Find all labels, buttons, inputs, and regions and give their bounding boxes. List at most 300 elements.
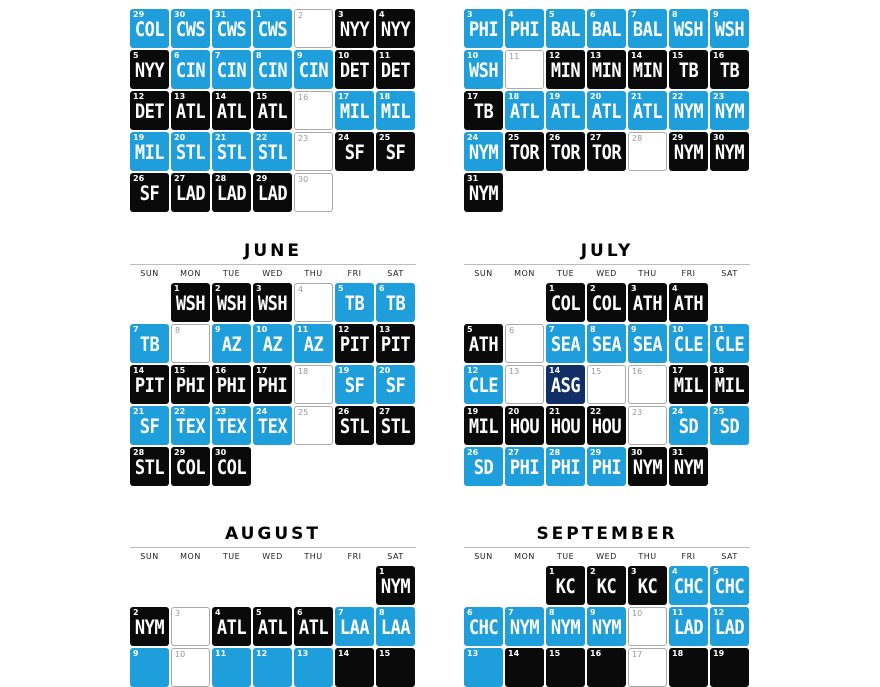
away-game-cell[interactable] xyxy=(669,132,708,171)
day-number: 19 xyxy=(467,407,479,416)
home-game-cell[interactable] xyxy=(253,324,292,363)
opponent-abbreviation: WSH xyxy=(468,59,499,83)
away-game-cell[interactable] xyxy=(546,50,585,89)
away-game-cell[interactable] xyxy=(253,365,292,404)
opponent-abbreviation: STL xyxy=(216,141,247,165)
day-number: 6 xyxy=(174,51,180,60)
home-game-cell[interactable] xyxy=(294,324,333,363)
day-number: 3 xyxy=(256,284,262,293)
day-number: 24 xyxy=(672,407,684,416)
opponent-abbreviation: SF xyxy=(139,182,160,206)
home-game-cell[interactable] xyxy=(710,91,749,130)
weekday-label: FRI xyxy=(681,269,696,278)
away-game-cell[interactable] xyxy=(628,566,667,605)
opponent-abbreviation: WSH xyxy=(714,18,745,42)
day-number: 17 xyxy=(672,366,684,375)
opponent-abbreviation: CIN xyxy=(298,59,329,83)
home-game-cell[interactable] xyxy=(546,447,585,486)
day-number: 12 xyxy=(133,92,145,101)
off-day-cell xyxy=(628,607,667,646)
away-game-cell[interactable] xyxy=(212,173,251,212)
opponent-abbreviation: STL xyxy=(380,415,411,439)
month-title: AUGUST xyxy=(224,524,322,544)
opponent-abbreviation: NYM xyxy=(673,456,704,480)
opponent-abbreviation: SF xyxy=(385,141,406,165)
away-game-cell[interactable] xyxy=(628,50,667,89)
opponent-abbreviation: TOR xyxy=(509,141,540,165)
away-game-cell[interactable] xyxy=(587,132,626,171)
opponent-abbreviation: PHI xyxy=(257,374,288,398)
away-game-cell[interactable] xyxy=(546,406,585,445)
home-game-cell[interactable] xyxy=(464,365,503,404)
home-game-cell[interactable] xyxy=(212,9,251,48)
day-number: 20 xyxy=(590,92,602,101)
opponent-abbreviation: ATL xyxy=(175,100,206,124)
home-game-cell[interactable] xyxy=(212,132,251,171)
home-game-cell[interactable] xyxy=(587,9,626,48)
opponent-abbreviation: SEA xyxy=(591,333,622,357)
off-day-cell xyxy=(628,648,667,687)
day-number: 7 xyxy=(631,10,637,19)
away-game-cell[interactable] xyxy=(376,50,415,89)
opponent-abbreviation: NYM xyxy=(380,575,411,599)
home-game-cell[interactable] xyxy=(669,406,708,445)
weekday-label: TUE xyxy=(556,552,575,561)
opponent-abbreviation: ATL xyxy=(509,100,540,124)
day-number: 16 xyxy=(713,51,725,60)
day-number: 1 xyxy=(174,284,180,293)
day-number: 28 xyxy=(215,174,227,183)
away-game-cell[interactable] xyxy=(546,566,585,605)
opponent-abbreviation: SEA xyxy=(632,333,663,357)
home-game-cell[interactable] xyxy=(669,324,708,363)
day-number: 25 xyxy=(713,407,725,416)
off-day-cell xyxy=(294,173,333,212)
day-number: 19 xyxy=(549,92,561,101)
home-game-cell[interactable] xyxy=(587,607,626,646)
weekday-label: WED xyxy=(262,269,283,278)
away-game-cell[interactable] xyxy=(212,607,251,646)
home-game-cell[interactable] xyxy=(710,9,749,48)
away-game-cell[interactable] xyxy=(171,91,210,130)
away-game-cell[interactable] xyxy=(710,132,749,171)
opponent-abbreviation: TB xyxy=(385,292,406,316)
day-number: 4 xyxy=(215,608,221,617)
away-game-cell[interactable] xyxy=(294,607,333,646)
opponent-abbreviation: SD xyxy=(719,415,740,439)
opponent-abbreviation: CWS xyxy=(175,18,206,42)
opponent-abbreviation: SEA xyxy=(550,333,581,357)
opponent-abbreviation: KC xyxy=(637,575,658,599)
divider xyxy=(464,547,750,548)
home-game-cell[interactable] xyxy=(253,132,292,171)
day-number: 26 xyxy=(338,407,350,416)
day-number: 23 xyxy=(298,134,309,143)
day-number: 16 xyxy=(215,366,227,375)
day-number: 15 xyxy=(174,366,186,375)
away-game-cell[interactable] xyxy=(130,607,169,646)
day-number: 6 xyxy=(467,608,473,617)
opponent-abbreviation: STL xyxy=(339,415,370,439)
away-game-cell[interactable] xyxy=(669,365,708,404)
day-number: 1 xyxy=(549,284,555,293)
away-game-cell[interactable] xyxy=(669,283,708,322)
opponent-abbreviation: ATL xyxy=(298,616,329,640)
home-game-cell[interactable] xyxy=(212,406,251,445)
away-game-cell[interactable] xyxy=(464,406,503,445)
weekday-label: SAT xyxy=(721,269,738,278)
home-game-cell[interactable] xyxy=(464,132,503,171)
home-game-cell[interactable] xyxy=(253,406,292,445)
day-number: 9 xyxy=(590,608,596,617)
day-number: 15 xyxy=(379,649,391,658)
day-number: 10 xyxy=(175,650,186,659)
day-number: 14 xyxy=(215,92,227,101)
home-game-cell[interactable] xyxy=(335,283,374,322)
opponent-abbreviation: CHC xyxy=(714,575,745,599)
away-game-cell[interactable] xyxy=(546,648,585,687)
home-game-cell[interactable] xyxy=(294,50,333,89)
away-game-cell[interactable] xyxy=(335,648,374,687)
away-game-cell[interactable] xyxy=(335,132,374,171)
home-game-cell[interactable] xyxy=(335,365,374,404)
home-game-cell[interactable] xyxy=(546,9,585,48)
home-game-cell[interactable] xyxy=(546,607,585,646)
opponent-abbreviation: LAD xyxy=(714,616,745,640)
opponent-abbreviation: MIL xyxy=(673,374,704,398)
home-game-cell[interactable] xyxy=(335,607,374,646)
home-game-cell[interactable] xyxy=(546,324,585,363)
away-game-cell[interactable] xyxy=(464,324,503,363)
day-number: 3 xyxy=(175,609,181,618)
away-game-cell[interactable] xyxy=(587,50,626,89)
away-game-cell[interactable] xyxy=(171,447,210,486)
away-game-cell[interactable] xyxy=(130,173,169,212)
away-game-cell[interactable] xyxy=(587,648,626,687)
away-game-cell[interactable] xyxy=(464,91,503,130)
home-game-cell[interactable] xyxy=(505,607,544,646)
day-number: 23 xyxy=(632,408,643,417)
day-number: 20 xyxy=(379,366,391,375)
day-number: 17 xyxy=(256,366,268,375)
home-game-cell[interactable] xyxy=(587,91,626,130)
home-game-cell[interactable] xyxy=(505,9,544,48)
away-game-cell[interactable] xyxy=(628,283,667,322)
day-number: 8 xyxy=(256,51,262,60)
away-game-cell[interactable] xyxy=(376,9,415,48)
weekday-label: SUN xyxy=(140,269,159,278)
home-game-cell[interactable] xyxy=(464,9,503,48)
day-number: 3 xyxy=(338,10,344,19)
day-number: 21 xyxy=(549,407,561,416)
opponent-abbreviation: ATH xyxy=(468,333,499,357)
day-number: 30 xyxy=(298,175,309,184)
away-game-cell[interactable] xyxy=(171,365,210,404)
day-number: 12 xyxy=(256,649,268,658)
home-game-cell[interactable] xyxy=(376,607,415,646)
day-number: 9 xyxy=(631,325,637,334)
home-game-cell[interactable] xyxy=(546,91,585,130)
opponent-abbreviation: PHI xyxy=(216,374,247,398)
weekday-label: MON xyxy=(180,269,201,278)
away-game-cell[interactable] xyxy=(505,132,544,171)
away-game-cell[interactable] xyxy=(505,406,544,445)
day-number: 14 xyxy=(549,366,561,375)
day-number: 12 xyxy=(467,366,479,375)
home-game-cell[interactable] xyxy=(212,50,251,89)
home-game-cell[interactable] xyxy=(628,324,667,363)
opponent-abbreviation: CHC xyxy=(468,616,499,640)
weekday-label: THU xyxy=(638,552,657,561)
opponent-abbreviation: AZ xyxy=(303,333,324,357)
away-game-cell[interactable] xyxy=(669,50,708,89)
home-game-cell[interactable] xyxy=(335,91,374,130)
away-game-cell[interactable] xyxy=(546,132,585,171)
away-game-cell[interactable] xyxy=(376,132,415,171)
opponent-abbreviation: NYM xyxy=(550,616,581,640)
day-number: 6 xyxy=(379,284,385,293)
away-game-cell[interactable] xyxy=(546,283,585,322)
opponent-abbreviation: MIL xyxy=(380,100,411,124)
opponent-abbreviation: TOR xyxy=(550,141,581,165)
day-number: 17 xyxy=(632,650,643,659)
away-game-cell[interactable] xyxy=(376,648,415,687)
opponent-abbreviation: HOU xyxy=(509,415,540,439)
opponent-abbreviation: ATH xyxy=(632,292,663,316)
day-number: 4 xyxy=(379,10,385,19)
opponent-abbreviation: PHI xyxy=(591,456,622,480)
away-game-cell[interactable] xyxy=(628,447,667,486)
away-game-cell[interactable] xyxy=(253,173,292,212)
opponent-abbreviation: CLE xyxy=(714,333,745,357)
home-game-cell[interactable] xyxy=(710,406,749,445)
day-number: 14 xyxy=(631,51,643,60)
off-day-cell xyxy=(294,283,333,322)
away-game-cell[interactable] xyxy=(130,50,169,89)
home-game-cell[interactable] xyxy=(294,648,333,687)
opponent-abbreviation: STL xyxy=(134,456,165,480)
all-star-game-cell[interactable] xyxy=(546,365,585,404)
away-game-cell[interactable] xyxy=(376,406,415,445)
home-game-cell[interactable] xyxy=(628,91,667,130)
day-number: 4 xyxy=(508,10,514,19)
weekday-label: THU xyxy=(304,552,323,561)
weekday-label: FRI xyxy=(681,552,696,561)
opponent-abbreviation: SD xyxy=(678,415,699,439)
day-number: 8 xyxy=(379,608,385,617)
divider xyxy=(464,264,750,265)
opponent-abbreviation: NYM xyxy=(673,141,704,165)
opponent-abbreviation: ATL xyxy=(257,100,288,124)
away-game-cell[interactable] xyxy=(212,91,251,130)
day-number: 9 xyxy=(215,325,221,334)
away-game-cell[interactable] xyxy=(505,648,544,687)
opponent-abbreviation: BAL xyxy=(550,18,581,42)
home-game-cell[interactable] xyxy=(130,132,169,171)
opponent-abbreviation: TEX xyxy=(216,415,247,439)
day-number: 11 xyxy=(297,325,309,334)
home-game-cell[interactable] xyxy=(376,91,415,130)
off-day-cell xyxy=(628,132,667,171)
opponent-abbreviation: MIN xyxy=(591,59,622,83)
away-game-cell[interactable] xyxy=(587,566,626,605)
day-number: 30 xyxy=(631,448,643,457)
off-day-cell xyxy=(294,406,333,445)
day-number: 28 xyxy=(133,448,145,457)
home-game-cell[interactable] xyxy=(628,9,667,48)
away-game-cell[interactable] xyxy=(710,648,749,687)
away-game-cell[interactable] xyxy=(212,447,251,486)
home-game-cell[interactable] xyxy=(171,406,210,445)
weekday-label: FRI xyxy=(347,269,362,278)
away-game-cell[interactable] xyxy=(335,50,374,89)
opponent-abbreviation: STL xyxy=(257,141,288,165)
opponent-abbreviation: ASG xyxy=(550,374,581,398)
opponent-abbreviation: LAD xyxy=(216,182,247,206)
away-game-cell[interactable] xyxy=(669,648,708,687)
away-game-cell[interactable] xyxy=(253,91,292,130)
opponent-abbreviation: PHI xyxy=(509,456,540,480)
day-number: 16 xyxy=(590,649,602,658)
home-game-cell[interactable] xyxy=(587,324,626,363)
day-number: 17 xyxy=(338,92,350,101)
day-number: 31 xyxy=(672,448,684,457)
day-number: 25 xyxy=(298,408,309,417)
day-number: 9 xyxy=(713,10,719,19)
home-game-cell[interactable] xyxy=(253,9,292,48)
home-game-cell[interactable] xyxy=(464,648,503,687)
away-game-cell[interactable] xyxy=(212,283,251,322)
opponent-abbreviation: COL xyxy=(591,292,622,316)
day-number: 16 xyxy=(632,367,643,376)
away-game-cell[interactable] xyxy=(171,283,210,322)
opponent-abbreviation: PIT xyxy=(380,333,411,357)
home-game-cell[interactable] xyxy=(464,50,503,89)
home-game-cell[interactable] xyxy=(376,283,415,322)
day-number: 19 xyxy=(133,133,145,142)
away-game-cell[interactable] xyxy=(335,406,374,445)
home-game-cell[interactable] xyxy=(505,447,544,486)
away-game-cell[interactable] xyxy=(171,173,210,212)
home-game-cell[interactable] xyxy=(130,406,169,445)
opponent-abbreviation: NYY xyxy=(134,59,165,83)
day-number: 5 xyxy=(256,608,262,617)
off-day-cell xyxy=(294,9,333,48)
opponent-abbreviation: KC xyxy=(555,575,576,599)
opponent-abbreviation: MIN xyxy=(550,59,581,83)
opponent-abbreviation: COL xyxy=(550,292,581,316)
home-game-cell[interactable] xyxy=(130,324,169,363)
weekday-label: SUN xyxy=(474,269,493,278)
off-day-cell xyxy=(505,324,544,363)
away-game-cell[interactable] xyxy=(335,324,374,363)
day-number: 6 xyxy=(509,326,515,335)
away-game-cell[interactable] xyxy=(710,50,749,89)
off-day-cell xyxy=(294,132,333,171)
day-number: 5 xyxy=(133,51,139,60)
home-game-cell[interactable] xyxy=(587,447,626,486)
opponent-abbreviation: NYM xyxy=(468,141,499,165)
away-game-cell[interactable] xyxy=(587,406,626,445)
away-game-cell[interactable] xyxy=(335,9,374,48)
day-number: 13 xyxy=(297,649,309,658)
home-game-cell[interactable] xyxy=(710,566,749,605)
opponent-abbreviation: WSH xyxy=(216,292,247,316)
away-game-cell[interactable] xyxy=(669,447,708,486)
home-game-cell[interactable] xyxy=(171,132,210,171)
day-number: 10 xyxy=(467,51,479,60)
day-number: 8 xyxy=(590,325,596,334)
home-game-cell[interactable] xyxy=(130,9,169,48)
away-game-cell[interactable] xyxy=(710,365,749,404)
home-game-cell[interactable] xyxy=(669,91,708,130)
away-game-cell[interactable] xyxy=(587,283,626,322)
opponent-abbreviation: NYY xyxy=(380,18,411,42)
home-game-cell[interactable] xyxy=(376,365,415,404)
day-number: 29 xyxy=(256,174,268,183)
away-game-cell[interactable] xyxy=(376,324,415,363)
weekday-label: THU xyxy=(638,269,657,278)
home-game-cell[interactable] xyxy=(669,9,708,48)
home-game-cell[interactable] xyxy=(464,447,503,486)
weekday-label: MON xyxy=(180,552,201,561)
home-game-cell[interactable] xyxy=(253,648,292,687)
day-number: 10 xyxy=(672,325,684,334)
opponent-abbreviation: MIL xyxy=(134,141,165,165)
away-game-cell[interactable] xyxy=(130,447,169,486)
home-game-cell[interactable] xyxy=(710,324,749,363)
home-game-cell[interactable] xyxy=(253,50,292,89)
opponent-abbreviation: SF xyxy=(385,374,406,398)
day-number: 18 xyxy=(508,92,520,101)
opponent-abbreviation: CLE xyxy=(673,333,704,357)
home-game-cell[interactable] xyxy=(710,607,749,646)
home-game-cell[interactable] xyxy=(669,607,708,646)
away-game-cell[interactable] xyxy=(130,365,169,404)
home-game-cell[interactable] xyxy=(130,648,169,687)
weekday-label: TUE xyxy=(556,269,575,278)
home-game-cell[interactable] xyxy=(669,566,708,605)
away-game-cell[interactable] xyxy=(212,365,251,404)
away-game-cell[interactable] xyxy=(253,607,292,646)
away-game-cell[interactable] xyxy=(130,91,169,130)
home-game-cell[interactable] xyxy=(212,324,251,363)
home-game-cell[interactable] xyxy=(171,50,210,89)
divider xyxy=(130,264,416,265)
day-number: 14 xyxy=(133,366,145,375)
day-number: 11 xyxy=(713,325,725,334)
home-game-cell[interactable] xyxy=(464,607,503,646)
day-number: 21 xyxy=(631,92,643,101)
away-game-cell[interactable] xyxy=(376,566,415,605)
opponent-abbreviation: SF xyxy=(344,141,365,165)
home-game-cell[interactable] xyxy=(505,91,544,130)
away-game-cell[interactable] xyxy=(253,283,292,322)
home-game-cell[interactable] xyxy=(171,9,210,48)
opponent-abbreviation: SF xyxy=(344,374,365,398)
day-number: 25 xyxy=(379,133,391,142)
opponent-abbreviation: ATL xyxy=(550,100,581,124)
day-number: 17 xyxy=(467,92,479,101)
opponent-abbreviation: DET xyxy=(380,59,411,83)
day-number: 27 xyxy=(174,174,186,183)
day-number: 22 xyxy=(590,407,602,416)
opponent-abbreviation: ATL xyxy=(632,100,663,124)
home-game-cell[interactable] xyxy=(212,648,251,687)
day-number: 11 xyxy=(509,52,520,61)
away-game-cell[interactable] xyxy=(464,173,503,212)
opponent-abbreviation: LAA xyxy=(339,616,370,640)
